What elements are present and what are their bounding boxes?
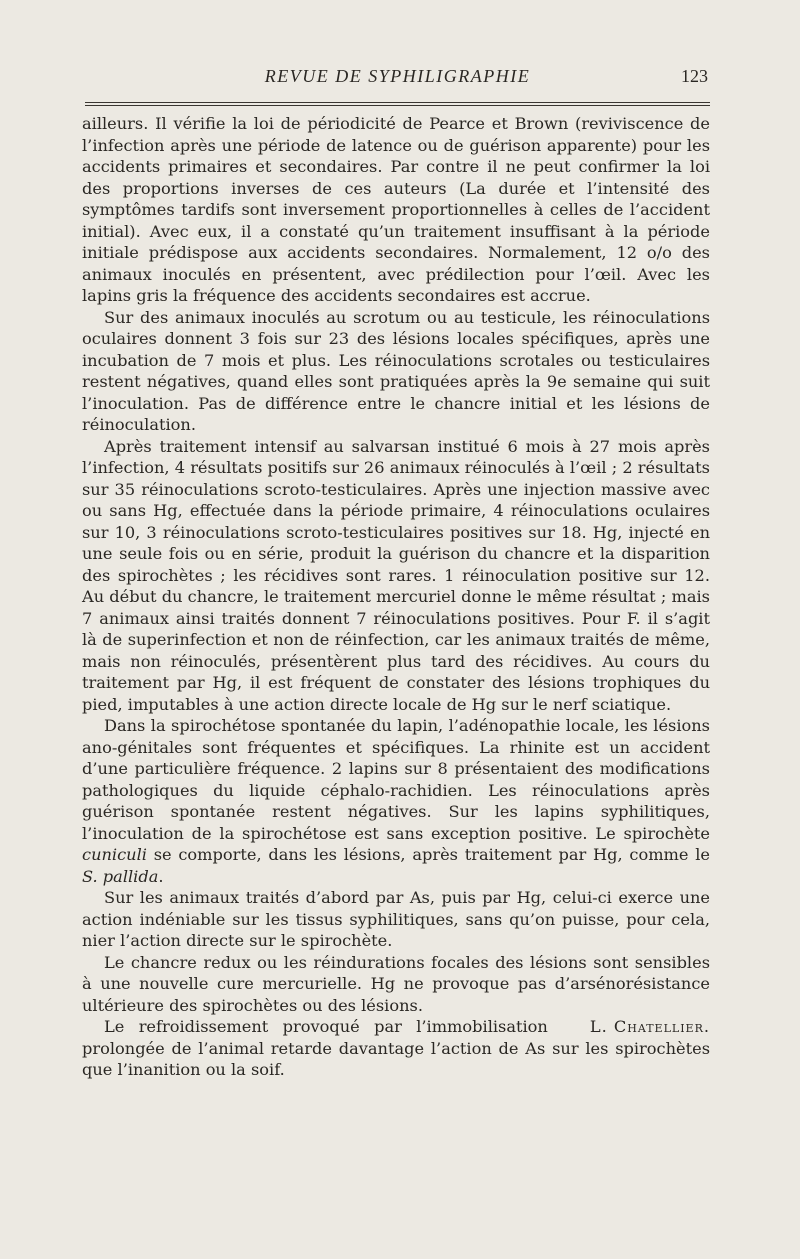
species-name-pallida: S. pallida [82, 866, 159, 886]
header-rule-bottom [85, 105, 710, 106]
paragraph-2: Sur des animaux inoculés au scrotum ou au testicule, les réinoculations oculaires donnent 3 fois sur 23 des lésions locales spécifiques, après une incubation de 7 mois et plus. Les réinoculations scrotales ou testiculaires restent négatives, quand elles sont pratiquées après la 9e semaine qui suit l’inoculation. Pas de différence entre le chancre initial et les lésions de réinoculation. [82, 307, 710, 434]
species-name-cuniculi: cuniculi [82, 845, 147, 864]
paragraph-1: ailleurs. Il vérifie la loi de périodicité de Pearce et Brown (reviviscence de l’infection après une période de latence ou de guérison apparente) pour les accidents primaires et secondaires. Par contre il ne peut confirmer la loi des proportions inverses de ces auteurs (La durée et l’intensité des symptômes tardifs sont inversement proportionnelles à celles de l’accident initial). Avec eux, il a constaté qu’un traitement insuffisant à la période initiale prédispose aux accidents secondaires. Normalement, 12 o/o des animaux inoculés en présentent, avec prédilection pour l’œil. Avec les lapins gris la fréquence des accidents secondaires est accrue. [82, 114, 710, 305]
paragraph-4 [82, 715, 710, 887]
article-body [82, 113, 710, 1081]
paragraph-4-mid: se comporte, dans les lésions, après traitement par Hg, comme le [153, 845, 710, 864]
page-number: 123 [681, 66, 708, 86]
page-header [85, 66, 710, 96]
paragraph-6: Le chancre redux ou les réindurations focales des lésions sont sensibles à une nouvelle cure mercurielle. Hg ne provoque pas d’arsénorésistance ultérieure des spirochètes ou des lésions. [82, 952, 710, 1015]
header-rule-top [85, 102, 710, 103]
paragraph-5: Sur les animaux traités d’abord par As, puis par Hg, celui-ci exerce une action indéniable sur les tissus syphilitiques, sans qu’on puisse, pour cela, nier l’action directe sur le spirochète. [82, 888, 710, 950]
paragraph-3: Après traitement intensif au salvarsan institué 6 mois à 27 mois après l’infection, 4 résultats positifs sur 26 animaux réinoculés à l’œil ; 2 résultats sur 35 réinoculations scroto-testiculaires. Après une injection massive avec ou sans Hg, effectuée dans la période primaire, 4 réinoculations oculaires sur 10, 3 réinoculations scroto-testiculaires positives sur 18. Hg, injecté en une seule fois ou en série, produit la guérison du chancre et la disparition des spirochètes ; les récidives sont rares. 1 réinoculation positive sur 12. Au début du chancre, le traitement mercuriel donne le même résultat ; mais 7 animaux ainsi traités donnent 7 réinoculations positives. Pour F. il s’agit là de superinfection et non de réinfection, car les animaux traités de même, mais non réinoculés, présentèrent plus tard des récidives. Au cours du traitement par Hg, il est fréquent de constater des lésions trophiques du pied, imputables à une action directe locale de Hg sur le nerf sciatique. [82, 436, 710, 714]
paragraph-7 [82, 1016, 710, 1081]
paragraph-4-text: Dans la spirochétose spontanée du lapin, l’adénopathie locale, les lésions ano-génitales sont fréquentes et spécifiques. La rhinite est un accident d’une particulière fréquence. 2 lapins sur 8 présentaient des modifications pathologiques du liquide céphalo-rachidien. Les réinoculations après guérison spontanée restent négatives. Sur les lapins syphilitiques, l’inoculation de la spirochétose est sans exception positive. Le spirochète [82, 716, 710, 843]
paragraph-7-text: Le refroidissement provoqué par l’immobilisation prolongée de l’animal retarde davantage l’action de As sur les spirochètes que l’inanition ou la soif. [82, 1017, 710, 1079]
paragraph-4-end: . [158, 866, 164, 886]
author-signature: L. Chatellier. [589, 1017, 710, 1036]
running-title: REVUE DE SYPHILIGRAPHIE [264, 66, 531, 86]
